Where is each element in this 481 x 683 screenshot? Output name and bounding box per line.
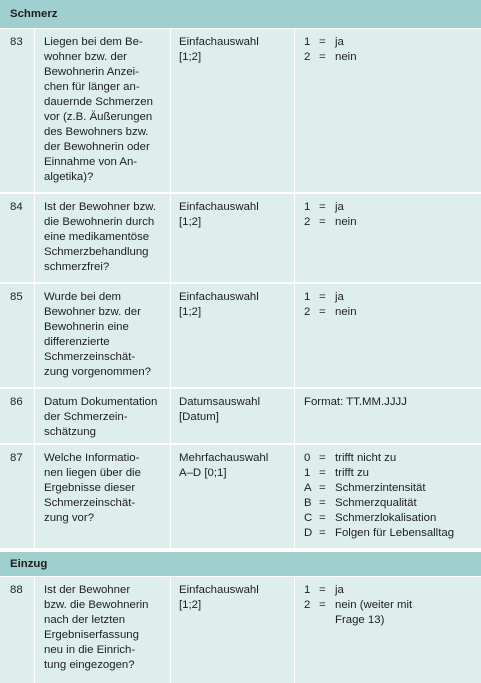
question-number: 86 — [10, 396, 23, 408]
answer-option: 0 = trifft nicht zu — [304, 452, 397, 464]
answer-options — [294, 29, 481, 192]
answer-option: 1 = trifft zu — [304, 467, 369, 479]
section-header-einzug: Einzug — [0, 552, 481, 577]
question-text: Liegen bei dem Be- wohner bzw. der Bewohnerin Anzei- chen für länger an- dauernde Schmerzen vor (z.B. Äußerungen des Bewohners bzw. der Bewohnerin oder Einnahme von An- algetika)? — [34, 29, 170, 192]
table-row — [0, 29, 481, 194]
table-row — [0, 284, 481, 389]
table-row — [0, 194, 481, 284]
answer-option: 2 = nein — [304, 306, 357, 318]
answer-option: D = Folgen für Lebensalltag — [304, 527, 455, 539]
answer-type: Datumsauswahl [Datum] — [170, 389, 294, 443]
answer-type: Mehrfachauswahl A–D [0;1] — [170, 445, 294, 548]
answer-type: Einfachauswahl [1;2] — [170, 284, 294, 387]
answer-options — [294, 445, 481, 548]
answer-option: A = Schmerzintensität — [304, 482, 426, 494]
answer-option: 2 = nein — [304, 216, 357, 228]
question-text: Datum Dokumentation der Schmerzein- schätzung — [34, 389, 170, 443]
answer-options — [294, 389, 481, 443]
question-number: 85 — [10, 291, 23, 303]
question-text: Welche Informatio- nen liegen über die Ergebnisse dieser Schmerzeinschät- zung vor? — [34, 445, 170, 548]
question-number: 83 — [10, 36, 23, 48]
table-row — [0, 577, 481, 683]
answer-option: 1 = ja — [304, 36, 344, 48]
answer-option: C = Schmerzlokalisation — [304, 512, 437, 524]
answer-options — [294, 284, 481, 387]
answer-type: Einfachauswahl [1;2] — [170, 194, 294, 282]
question-text: Ist der Bewohner bzw. die Bewohnerin nach der letzten Ergebniserfassung neu in die Einrich- tung eingezogen? — [34, 577, 170, 683]
answer-option: B = Schmerzqualität — [304, 497, 417, 509]
answer-option: 1 = ja — [304, 201, 344, 213]
answer-option: 1 = ja — [304, 584, 344, 596]
answer-type: Einfachauswahl [1;2] — [170, 29, 294, 192]
answer-options: 1 = ja 2 = nein (weiter mit Frage 13) — [294, 577, 481, 683]
answer-options — [294, 194, 481, 282]
answer-option: 2 = nein (weiter mit — [304, 599, 413, 611]
answer-option: 2 = nein — [304, 51, 357, 63]
date-format: Format: TT.MM.JJJJ — [304, 396, 407, 408]
table-row — [0, 445, 481, 550]
table-row — [0, 389, 481, 445]
question-number: 88 — [10, 584, 23, 596]
answer-type: Einfachauswahl [1;2] — [170, 577, 294, 683]
question-text: Wurde bei dem Bewohner bzw. der Bewohnerin eine differenzierte Schmerzeinschät- zung vorgenommen? — [34, 284, 170, 387]
question-number: 87 — [10, 452, 23, 464]
question-text: Ist der Bewohner bzw. die Bewohnerin durch eine medikamentöse Schmerzbehandlung schmerzfrei? — [34, 194, 170, 282]
question-number: 84 — [10, 201, 23, 213]
answer-option: 1 = ja — [304, 291, 344, 303]
section-header-schmerz: Schmerz — [0, 0, 481, 29]
